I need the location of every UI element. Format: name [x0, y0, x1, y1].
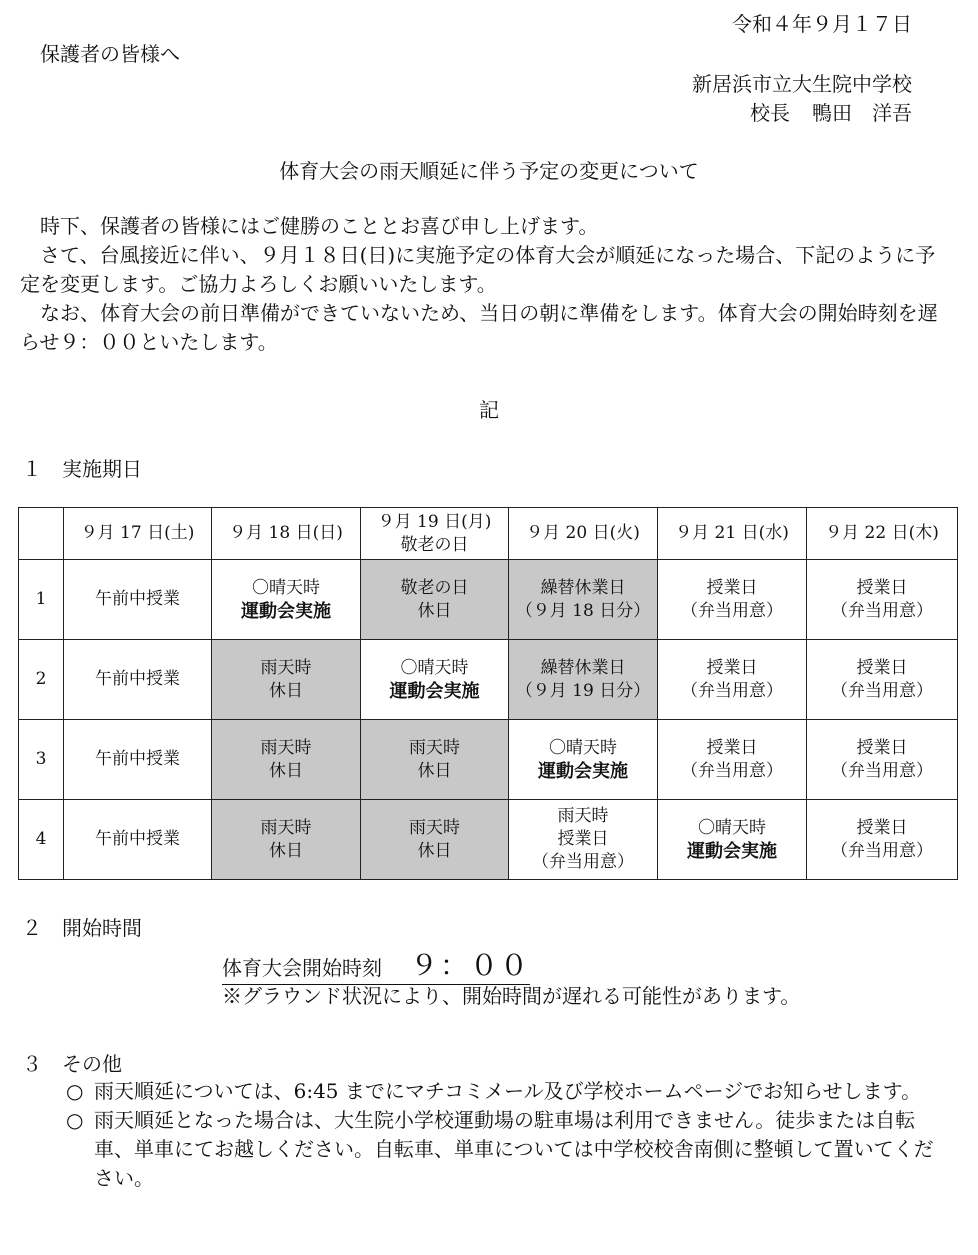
bullet: ○ [66, 1079, 84, 1103]
header-cell-blank [19, 508, 64, 560]
cell-line: 敬老の日 [400, 577, 469, 598]
schedule-table [18, 507, 958, 880]
other-list [66, 1077, 936, 1193]
schedule-cell [807, 560, 958, 640]
cell-line: 運動会実施 [687, 840, 777, 862]
cell-line: 繰替休業日 [540, 577, 626, 598]
cell-line: 繰替休業日 [540, 657, 626, 678]
cell-line: 雨天時 [409, 817, 460, 838]
section-title: 実施期日 [62, 457, 142, 481]
schedule-cell [212, 800, 361, 880]
header-cell [807, 508, 958, 560]
schedule-cell [212, 560, 361, 640]
cell-line: 授業日 [557, 829, 609, 849]
cell-line: （弁当用意） [831, 680, 933, 701]
schedule-cell [64, 800, 212, 880]
table-row [19, 800, 958, 880]
header-date: ９月 19 日(月) [377, 511, 492, 532]
cell-line: （９月 18 日分） [515, 600, 651, 621]
start-time-label: 体育大会開始時刻 [222, 956, 382, 980]
recipient: 保護者の皆様へ [40, 42, 180, 66]
list-item-text: 雨天順延については、6:45 までにマチコミメール及び学校ホームページでお知らせします。 [94, 1079, 922, 1103]
principal-title: 校長 [750, 101, 790, 125]
cell-line: （弁当用意） [532, 852, 634, 872]
schedule-header-row [19, 508, 958, 560]
cell-line: 授業日 [856, 817, 908, 838]
schedule-cell [807, 720, 958, 800]
row-number: 2 [19, 640, 64, 720]
cell-line: 授業日 [706, 657, 758, 678]
sender-principal [750, 97, 912, 126]
body-paragraph: なお、体育大会の前日準備ができていないため、当日の朝に準備をします。体育大会の開始時刻を遅らせ９：００といたします。 [20, 301, 938, 354]
cell-line: 運動会実施 [389, 680, 480, 702]
body-paragraph: さて、台風接近に伴い、９月１８日(日)に実施予定の体育大会が順延になった場合、下記のように予定を変更します。ご協力よろしくお願いいたします。 [20, 243, 936, 296]
cell-line: 〇晴天時 [252, 577, 320, 598]
cell-line: 〇晴天時 [549, 737, 617, 758]
cell-line: （弁当用意） [681, 680, 783, 701]
cell-line: 授業日 [706, 577, 758, 598]
schedule-cell [509, 800, 658, 880]
cell-line: 授業日 [856, 737, 908, 758]
schedule-cell [658, 720, 807, 800]
start-time-value: ９：００ [410, 949, 531, 982]
header-cell [509, 508, 658, 560]
header-date: ９月 20 日(火) [526, 523, 640, 543]
schedule-cell [64, 560, 212, 640]
header-date: ９月 21 日(水) [675, 523, 789, 543]
table-row [19, 560, 958, 640]
schedule-cell [807, 800, 958, 880]
cell-line: （弁当用意） [681, 760, 783, 781]
section-title: 開始時間 [62, 916, 142, 940]
cell-line: 授業日 [706, 737, 758, 758]
cell-line: 雨天時 [557, 806, 609, 826]
ki-heading: 記 [479, 398, 499, 422]
header-cell [212, 508, 361, 560]
section-number: ２ [22, 916, 42, 940]
schedule-cell [361, 720, 509, 800]
row-number: 4 [19, 800, 64, 880]
schedule-cell [361, 800, 509, 880]
start-time-line [222, 944, 530, 985]
cell-line: 休日 [417, 840, 452, 861]
cell-line: 午前中授業 [95, 749, 180, 769]
list-item [66, 1077, 936, 1106]
bullet: ○ [66, 1108, 84, 1132]
section-1-heading [22, 453, 142, 482]
header-holiday: 敬老の日 [400, 534, 469, 555]
table-row [19, 720, 958, 800]
body-text [20, 212, 940, 357]
schedule-cell [509, 640, 658, 720]
cell-line: （弁当用意） [831, 840, 933, 861]
body-paragraph: 時下、保護者の皆様にはご健勝のこととお喜び申し上げます。 [40, 214, 599, 238]
cell-line: 運動会実施 [241, 600, 331, 622]
header-date: ９月 18 日(日) [229, 523, 343, 543]
header-cell [658, 508, 807, 560]
cell-line: 雨天時 [260, 737, 312, 758]
principal-name: 鴨田 洋吾 [812, 101, 912, 125]
section-title: その他 [62, 1052, 122, 1076]
cell-line: 休日 [269, 680, 303, 701]
schedule-cell [361, 640, 509, 720]
header-date: ９月 22 日(木) [825, 523, 939, 543]
cell-line: （弁当用意） [681, 600, 783, 621]
schedule-cell [212, 720, 361, 800]
sender-school: 新居浜市立大生院中学校 [692, 72, 912, 96]
section-number: ３ [22, 1052, 42, 1076]
start-time-note: ※グラウンド状況により、開始時間が遅れる可能性があります。 [222, 984, 801, 1008]
schedule-cell [509, 560, 658, 640]
section-number: １ [22, 457, 42, 481]
cell-line: 授業日 [856, 657, 908, 678]
schedule-cell [212, 640, 361, 720]
cell-line: 午前中授業 [95, 829, 180, 849]
schedule-cell [807, 640, 958, 720]
cell-line: 雨天時 [409, 737, 460, 758]
cell-line: 休日 [417, 600, 452, 621]
header-date: ９月 17 日(土) [80, 523, 195, 543]
schedule-cell [361, 560, 509, 640]
row-number: 3 [19, 720, 64, 800]
cell-line: 〇晴天時 [400, 657, 469, 678]
cell-line: 休日 [269, 760, 303, 781]
cell-line: （９月 19 日分） [515, 680, 651, 701]
cell-line: 休日 [269, 840, 303, 861]
cell-line: 雨天時 [260, 817, 312, 838]
schedule-cell [509, 720, 658, 800]
header-cell [361, 508, 509, 560]
cell-line: 運動会実施 [538, 760, 628, 782]
schedule-cell [64, 640, 212, 720]
section-2-heading [22, 912, 142, 941]
cell-line: （弁当用意） [831, 600, 933, 621]
cell-line: 授業日 [856, 577, 908, 598]
list-item-text: 雨天順延となった場合は、大生院小学校運動場の駐車場は利用できません。徒歩または自転車、単車にてお越しください。自転車、単車については中学校校舎南側に整頓して置いてください。 [94, 1108, 934, 1190]
cell-line: 雨天時 [260, 657, 312, 678]
cell-line: 〇晴天時 [698, 817, 766, 838]
cell-line: 午前中授業 [95, 589, 180, 609]
document-date: 令和４年９月１７日 [732, 12, 912, 36]
document-title: 体育大会の雨天順延に伴う予定の変更について [279, 159, 699, 183]
cell-line: 午前中授業 [95, 669, 180, 689]
section-3-heading [22, 1048, 122, 1077]
header-cell [64, 508, 212, 560]
schedule-cell [658, 560, 807, 640]
table-row [19, 640, 958, 720]
row-number: 1 [19, 560, 64, 640]
schedule-cell [658, 640, 807, 720]
schedule-cell [658, 800, 807, 880]
list-item [66, 1106, 936, 1193]
cell-line: 休日 [417, 760, 452, 781]
cell-line: （弁当用意） [831, 760, 933, 781]
schedule-cell [64, 720, 212, 800]
